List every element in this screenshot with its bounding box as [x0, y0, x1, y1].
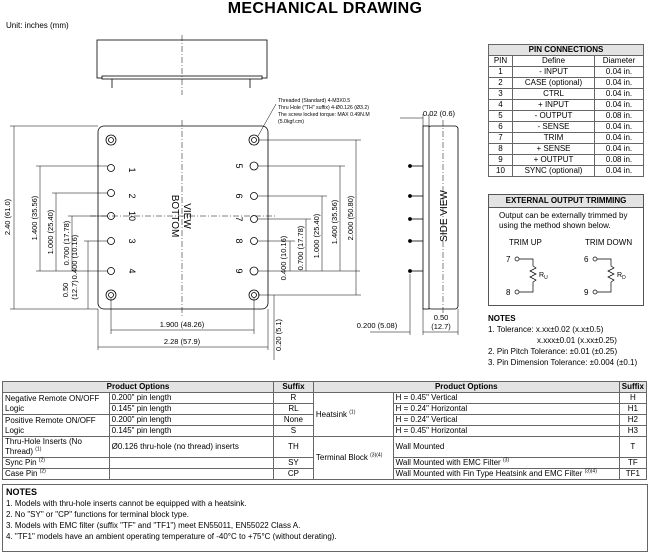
pin-connections-table: [488, 44, 644, 177]
bottom-view-label: BOTTOM: [169, 194, 180, 238]
dim-label: 0.02 (0.6): [422, 109, 456, 118]
notes-right: [488, 313, 648, 368]
table-title: PIN CONNECTIONS: [489, 45, 644, 56]
side-pin-icon: [409, 195, 424, 198]
trim-up-label: TRIM UP: [509, 238, 542, 247]
dim-label: 0.200 (5.08): [356, 321, 398, 330]
bottom-view-label: VIEW: [181, 203, 192, 229]
note-line: 4. "TF1" models have an ambient operating temperature of -40°C to +75°C (without derating).: [6, 532, 337, 541]
top-view: [97, 35, 267, 95]
pin-label: 7: [506, 255, 511, 264]
unit-label: Unit: inches (mm): [6, 21, 69, 30]
notes-title: NOTES: [6, 487, 38, 497]
table-row: 7 TRIM 0.04 in.: [489, 133, 644, 144]
table-row: 0.145" pin length S H = 0.45" Horizontal H3: [3, 426, 647, 437]
side-pin-icon: [409, 240, 424, 243]
resistor-label: $R_U$: [539, 272, 548, 281]
column-header: Diameter: [595, 56, 644, 67]
trimming-box: [488, 194, 644, 306]
mechanical-drawing: [0, 30, 485, 380]
svg-text:0.50: 0.50: [61, 282, 70, 298]
column-header: Product Options: [313, 382, 619, 393]
table-row: Sync Pin $^{(2)}$ SY Wall Mounted with EMC Filter $^{(3)}$ TF: [3, 458, 647, 469]
table-row: 9 + OUTPUT 0.08 in.: [489, 155, 644, 166]
column-header: PIN: [489, 56, 513, 67]
dim-label: 0.50: [433, 313, 449, 322]
notes-title: NOTES: [488, 314, 516, 323]
note-line: 1. Models with thru-hole inserts cannot be equipped with a heatsink.: [6, 499, 247, 508]
pin-label: 3: [127, 238, 137, 244]
note-line: 1. Tolerance: x.xx±0.02 (x.x±0.5): [488, 325, 604, 334]
product-options-table: [2, 381, 647, 480]
column-header: Suffix: [619, 382, 646, 393]
table-row: 5 - OUTPUT 0.08 in.: [489, 111, 644, 122]
dim-label: (12.7): [431, 322, 451, 331]
note-line: 3. Pin Dimension Tolerance: ±0.004 (±0.1): [488, 358, 638, 367]
svg-text:0.400 (10.16): 0.400 (10.16): [70, 234, 79, 280]
pin-label: 1: [127, 167, 137, 173]
note-line: x.xxx±0.01 (x.xx±0.25): [537, 336, 617, 345]
resistor-label: $R_D$: [617, 272, 626, 281]
notes-bottom: [2, 484, 648, 552]
pin-label: 9: [234, 268, 244, 274]
svg-text:1.000 (25.40): 1.000 (25.40): [312, 213, 321, 259]
trim-down-label: TRIM DOWN: [585, 238, 633, 247]
table-row: Negative Remote ON/OFF Logic 0.200" pin length R Heatsink $^{(1)}$ H = 0.45" Vertical H: [3, 393, 647, 404]
pin-label: 6: [584, 255, 589, 264]
table-row: 2 CASE (optional) 0.04 in.: [489, 78, 644, 89]
pin-label: 4: [127, 268, 137, 274]
side-view-label: SIDE VIEW: [439, 190, 450, 242]
side-pin-icon: [409, 218, 424, 221]
svg-text:1.400 (35.56): 1.400 (35.56): [30, 195, 39, 241]
svg-text:2.28 (57.9): 2.28 (57.9): [163, 337, 201, 346]
note-line: 3. Models with EMC filter (suffix "TF" and "TF1") meet EN55011, EN55022 Class A.: [6, 521, 301, 530]
svg-text:1.000 (25.40): 1.000 (25.40): [46, 209, 55, 255]
svg-text:Thru Hole ("TH" suffix) 4-Ø0.1: Thru Hole ("TH" suffix) 4-Ø0.126 (Ø3.2): [278, 105, 369, 111]
svg-text:0.20 (5.1): 0.20 (5.1): [274, 318, 283, 352]
pin-label: 8: [506, 288, 511, 297]
svg-text:0.700 (17.78): 0.700 (17.78): [62, 220, 71, 266]
table-row: 4 + INPUT 0.04 in.: [489, 100, 644, 111]
side-pin-icon: [409, 165, 424, 168]
table-row: Positive Remote ON/OFF Logic 0.200" pin length None H = 0.24" Vertical H2: [3, 415, 647, 426]
table-row: 0.145" pin length RL H = 0.24" Horizontal H1: [3, 404, 647, 415]
table-row: 8 + SENSE 0.04 in.: [489, 144, 644, 155]
left-dimensions: [10, 126, 108, 309]
right-dimension-labels: [279, 195, 355, 280]
pin-label: 8: [234, 238, 244, 244]
pin-label: 9: [584, 288, 589, 297]
pin-label: 2: [127, 193, 137, 199]
svg-text:2.000 (50.80): 2.000 (50.80): [346, 195, 355, 241]
table-row: 6 - SENSE 0.04 in.: [489, 122, 644, 133]
table-row: 10 SYNC (optional) 0.04 in.: [489, 166, 644, 177]
svg-text:The screw locked torque: MAX 0: The screw locked torque: MAX 0.49N.M: [278, 112, 370, 118]
trimming-description: Output can be externally trimmed by using the method shown below.: [499, 211, 628, 230]
pin-label: 7: [234, 216, 244, 222]
column-header: Suffix: [273, 382, 313, 393]
pin-label: 6: [234, 193, 244, 199]
svg-text:1.900 (48.26): 1.900 (48.26): [159, 320, 205, 329]
svg-text:(12.7): (12.7): [70, 280, 79, 300]
svg-text:0.700 (17.78): 0.700 (17.78): [296, 225, 305, 271]
trimming-title: EXTERNAL OUTPUT TRIMMING: [489, 195, 643, 208]
svg-text:1.400 (35.56): 1.400 (35.56): [330, 199, 339, 245]
table-row: Case Pin $^{(2)}$ CP Wall Mounted with Fin Type Heatsink and EMC Filter $^{(3)(4)}$ TF1: [3, 469, 647, 480]
column-header: Product Options: [3, 382, 274, 393]
note-line: 2. No "SY" or "CP" functions for terminal block type.: [6, 510, 189, 519]
pin-label: 10: [127, 210, 137, 222]
column-header: Define: [512, 56, 594, 67]
svg-text:(5.0kgf.cm): (5.0kgf.cm): [278, 119, 304, 125]
resistor-icon: [597, 259, 614, 292]
table-row: Thru-Hole Inserts (No Thread) $^{(1)}$ Ø0.126 thru-hole (no thread) inserts TH Terminal Block $^{(3)(4)}$ Wall Mounted T: [3, 437, 647, 458]
trimming-schematic: [489, 235, 643, 303]
svg-text:2.40 (61.0): 2.40 (61.0): [3, 198, 12, 236]
svg-text:0.400 (10.16): 0.400 (10.16): [279, 235, 288, 281]
mounting-callout: [278, 98, 370, 125]
bottom-dimension-labels: [160, 318, 283, 351]
note-line: 2. Pin Pitch Tolerance: ±0.01 (±0.25): [488, 347, 618, 356]
resistor-icon: [519, 259, 536, 292]
left-dimension-labels: [3, 195, 79, 300]
table-row: 3 CTRL 0.04 in.: [489, 89, 644, 100]
pin-label: 5: [234, 163, 244, 169]
side-pin-icon: [409, 270, 424, 273]
svg-text:Threaded (Standard) 4-M3X0.5: Threaded (Standard) 4-M3X0.5: [278, 98, 351, 104]
table-row: 1 - INPUT 0.04 in.: [489, 67, 644, 78]
page-title: MECHANICAL DRAWING: [227, 0, 423, 17]
